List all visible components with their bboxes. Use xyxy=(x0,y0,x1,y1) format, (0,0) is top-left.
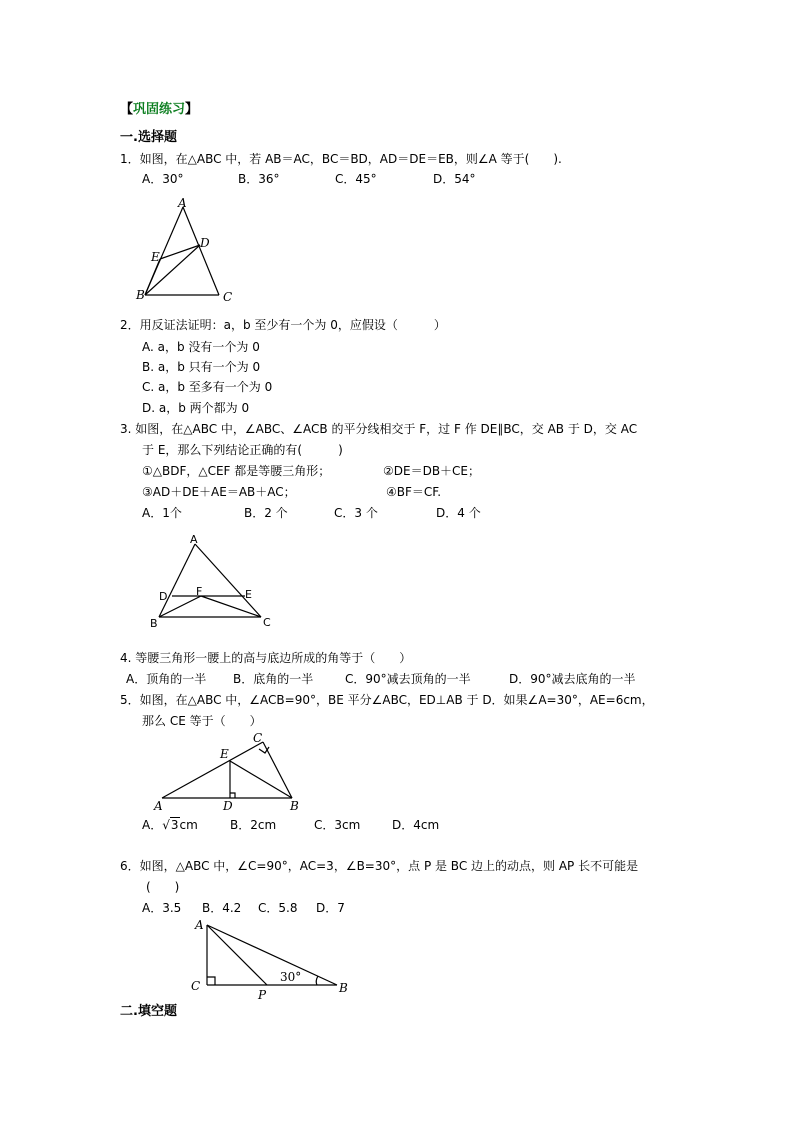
q1-label-d: D xyxy=(200,236,210,250)
q4-stem: 4. 等腰三角形一腰上的高与底边所成的角等于（ ） xyxy=(120,651,412,665)
q3-stem-line2: 于 E，那么下列结论正确的有( ) xyxy=(142,443,343,457)
q1-label-e: E xyxy=(151,250,160,264)
q3-option-c: C．3 个 xyxy=(334,506,378,520)
q5-label-d: D xyxy=(223,799,233,813)
q6-option-b: B．4.2 xyxy=(202,901,242,915)
q3-option-a: A．1个 xyxy=(142,506,182,520)
q1-stem: 1．如图，在△ABC 中，若 AB＝AC，BC＝BD，AD＝DE＝EB，则∠A 等于( ). xyxy=(120,152,562,166)
section-title-choice: 一.选择题 xyxy=(120,130,177,145)
q5-option-a-unit: cm xyxy=(179,818,198,832)
q3-label-e: E xyxy=(245,588,252,601)
q1-label-b: B xyxy=(136,288,145,302)
q3-label-d: D xyxy=(159,590,168,603)
q5-option-c: C．3cm xyxy=(314,818,361,832)
q5-option-a-radicand: 3 xyxy=(170,818,179,832)
q5-stem-line2: 那么 CE 等于（ ） xyxy=(142,714,262,728)
q1-label-a: A xyxy=(178,196,187,210)
q5-stem-line1: 5．如图，在△ABC 中，∠ACB=90°，BE 平分∠ABC，ED⊥AB 于 D．如果∠A=30°，AE=6cm， xyxy=(120,693,654,707)
q5-option-d: D．4cm xyxy=(392,818,440,832)
q6-option-a: A．3.5 xyxy=(142,901,182,915)
q3-option-d: D．4 个 xyxy=(436,506,481,520)
q3-conclusion-1: ①△BDF，△CEF 都是等腰三角形； xyxy=(142,464,331,478)
q2-option-d: D. a，b 两个都为 0 xyxy=(142,401,250,415)
q5-option-b: B．2cm xyxy=(230,818,277,832)
q6-label-b: B xyxy=(339,981,348,995)
q3-conclusion-2: ②DE＝DB＋CE； xyxy=(383,464,481,478)
q4-option-c: C．90°减去顶角的一半 xyxy=(345,672,471,686)
q4-option-b: B．底角的一半 xyxy=(233,672,314,686)
q3-label-c: C xyxy=(263,616,271,629)
q5-label-e: E xyxy=(220,747,229,761)
q3-label-a: A xyxy=(190,533,198,546)
q1-label-c: C xyxy=(223,290,233,304)
q6-label-a: A xyxy=(195,918,204,932)
q1-figure xyxy=(130,195,240,305)
q6-angle-label: 30° xyxy=(280,970,302,984)
q6-stem-line2: ( ) xyxy=(146,880,180,894)
q4-option-d: D．90°减去底角的一半 xyxy=(509,672,636,686)
q2-option-c: C. a，b 至多有一个为 0 xyxy=(142,380,273,394)
q3-label-b: B xyxy=(150,617,158,630)
q3-label-f: F xyxy=(196,585,203,598)
bracket-open: 【 xyxy=(120,102,134,117)
q1-option-d: D．54° xyxy=(433,172,476,186)
section-header xyxy=(120,102,198,118)
q6-stem-line1: 6．如图，△ABC 中，∠C=90°，AC=3，∠B=30°，点 P 是 BC 边上的动点，则 AP 长不可能是 xyxy=(120,859,639,873)
q1-option-c: C．45° xyxy=(335,172,377,186)
q2-option-b: B. a，b 只有一个为 0 xyxy=(142,360,261,374)
sqrt-symbol: √3 xyxy=(162,818,179,832)
bracket-close: 】 xyxy=(185,102,199,117)
q5-label-b: B xyxy=(290,799,299,813)
q6-figure xyxy=(185,915,355,1005)
q3-option-b: B．2 个 xyxy=(244,506,288,520)
q5-label-a: A xyxy=(154,799,163,813)
q1-option-b: B．36° xyxy=(238,172,280,186)
q1-option-a: A．30° xyxy=(142,172,184,186)
q6-option-d: D．7 xyxy=(316,901,345,915)
q5-label-c: C xyxy=(253,731,263,745)
q5-option-a xyxy=(142,817,198,833)
q5-option-a-prefix: A． xyxy=(142,818,163,832)
q5-figure xyxy=(150,728,310,816)
q3-conclusion-4: ④BF＝CF. xyxy=(386,485,442,499)
q3-stem-line1: 3. 如图，在△ABC 中，∠ABC、∠ACB 的平分线相交于 F，过 F 作 DE∥BC，交 AB 于 D，交 AC xyxy=(120,422,638,436)
q3-conclusion-3: ③AD＋DE＋AE＝AB＋AC； xyxy=(142,485,296,499)
section-title-fill: 二.填空题 xyxy=(120,1004,177,1019)
q2-option-a: A. a，b 没有一个为 0 xyxy=(142,340,260,354)
q3-figure xyxy=(140,530,280,630)
header-title: 巩固练习 xyxy=(133,102,186,117)
q6-label-p: P xyxy=(258,988,267,1002)
q6-label-c: C xyxy=(191,979,201,993)
q2-stem: 2．用反证法证明：a，b 至少有一个为 0，应假设（ ） xyxy=(120,318,446,332)
q4-option-a: A．顶角的一半 xyxy=(126,672,207,686)
q6-option-c: C．5.8 xyxy=(258,901,298,915)
